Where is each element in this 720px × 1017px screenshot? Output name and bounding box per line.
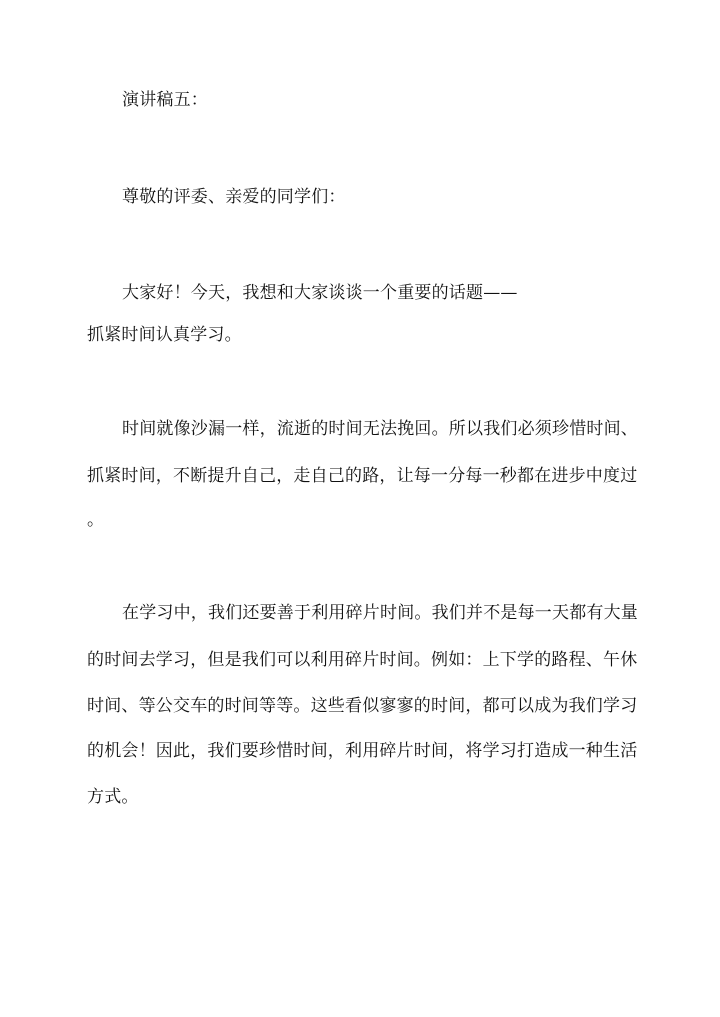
paragraph-line: 方式。 <box>87 787 139 807</box>
paragraph-line: 大家好！今天，我想和大家谈谈一个重要的话题—— <box>122 283 518 303</box>
paragraph-line: 在学习中，我们还要善于利用碎片时间。我们并不是每一天都有大量 <box>122 603 638 623</box>
paragraph-line: 。 <box>87 510 105 530</box>
paragraph-line: 的时间去学习，但是我们可以利用碎片时间。例如：上下学的路程、午休 <box>87 650 638 670</box>
paragraph-line: 时间就像沙漏一样，流逝的时间无法挽回。所以我们必须珍惜时间、 <box>122 419 638 439</box>
paragraph-line: 的机会！因此，我们要珍惜时间，利用碎片时间，将学习打造成一种生活 <box>87 741 638 761</box>
paragraph-line: 时间、等公交车的时间等等。这些看似寥寥的时间，都可以成为我们学习 <box>87 696 638 716</box>
speech-heading: 演讲稿五： <box>122 90 208 110</box>
salutation: 尊敬的评委、亲爱的同学们： <box>122 187 346 207</box>
paragraph-line: 抓紧时间，不断提升自己，走自己的路，让每一分每一秒都在进步中度过 <box>87 466 638 486</box>
paragraph-line: 抓紧时间认真学习。 <box>87 325 242 345</box>
